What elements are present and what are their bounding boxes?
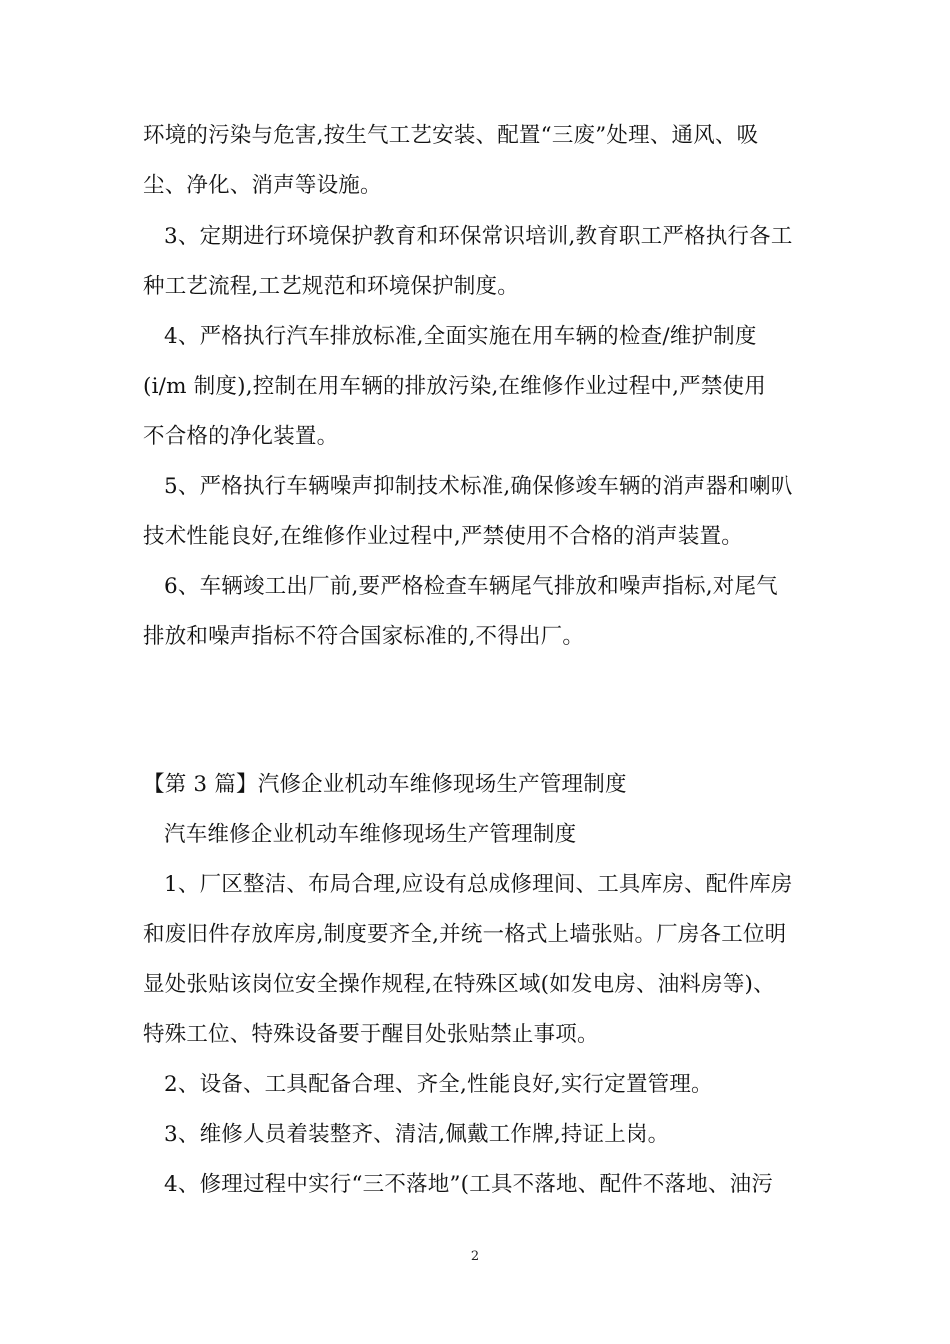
- paragraph-line: 环境的污染与危害,按生气工艺安装、配置“三废”处理、通风、吸: [143, 123, 759, 148]
- list-item-5: 5、严格执行车辆噪声抑制技术标准,确保修竣车辆的消声器和喇叭: [164, 474, 793, 499]
- paragraph-line: 种工艺流程,工艺规范和环境保护制度。: [143, 274, 519, 299]
- list-item-1: 1、厂区整洁、布局合理,应设有总成修理间、工具库房、配件库房: [164, 872, 793, 897]
- paragraph-line: 特殊工位、特殊设备要于醒目处张贴禁止事项。: [143, 1022, 599, 1047]
- list-item-6: 6、车辆竣工出厂前,要严格检查车辆尾气排放和噪声指标,对尾气: [164, 574, 778, 599]
- paragraph-line: (i/m 制度),控制在用车辆的排放污染,在维修作业过程中,严禁使用: [143, 374, 766, 399]
- paragraph-line: 技术性能良好,在维修作业过程中,严禁使用不合格的消声装置。: [143, 524, 743, 549]
- list-item-3: 3、定期进行环境保护教育和环保常识培训,教育职工严格执行各工: [164, 224, 793, 249]
- list-item-4: 4、修理过程中实行“三不落地”(工具不落地、配件不落地、油污: [164, 1172, 774, 1197]
- paragraph-line: 不合格的净化装置。: [143, 424, 339, 449]
- list-item-4: 4、严格执行汽车排放标准,全面实施在用车辆的检查/维护制度: [164, 324, 757, 349]
- paragraph-line: 和废旧件存放库房,制度要齐全,并统一格式上墙张贴。厂房各工位明: [143, 922, 787, 947]
- paragraph-line: 排放和噪声指标不符合国家标准的,不得出厂。: [143, 624, 585, 649]
- list-item-3: 3、维修人员着装整齐、清洁,佩戴工作牌,持证上岗。: [164, 1122, 670, 1147]
- page-number: 2: [470, 1249, 480, 1264]
- list-item-2: 2、设备、工具配备合理、齐全,性能良好,实行定置管理。: [164, 1072, 713, 1097]
- paragraph-line: 显处张贴该岗位安全操作规程,在特殊区域(如发电房、油料房等)、: [143, 972, 775, 997]
- document-title: 汽车维修企业机动车维修现场生产管理制度: [164, 822, 577, 847]
- section-heading: 【第 3 篇】汽修企业机动车维修现场生产管理制度: [143, 772, 627, 797]
- paragraph-line: 尘、净化、消声等设施。: [143, 173, 382, 198]
